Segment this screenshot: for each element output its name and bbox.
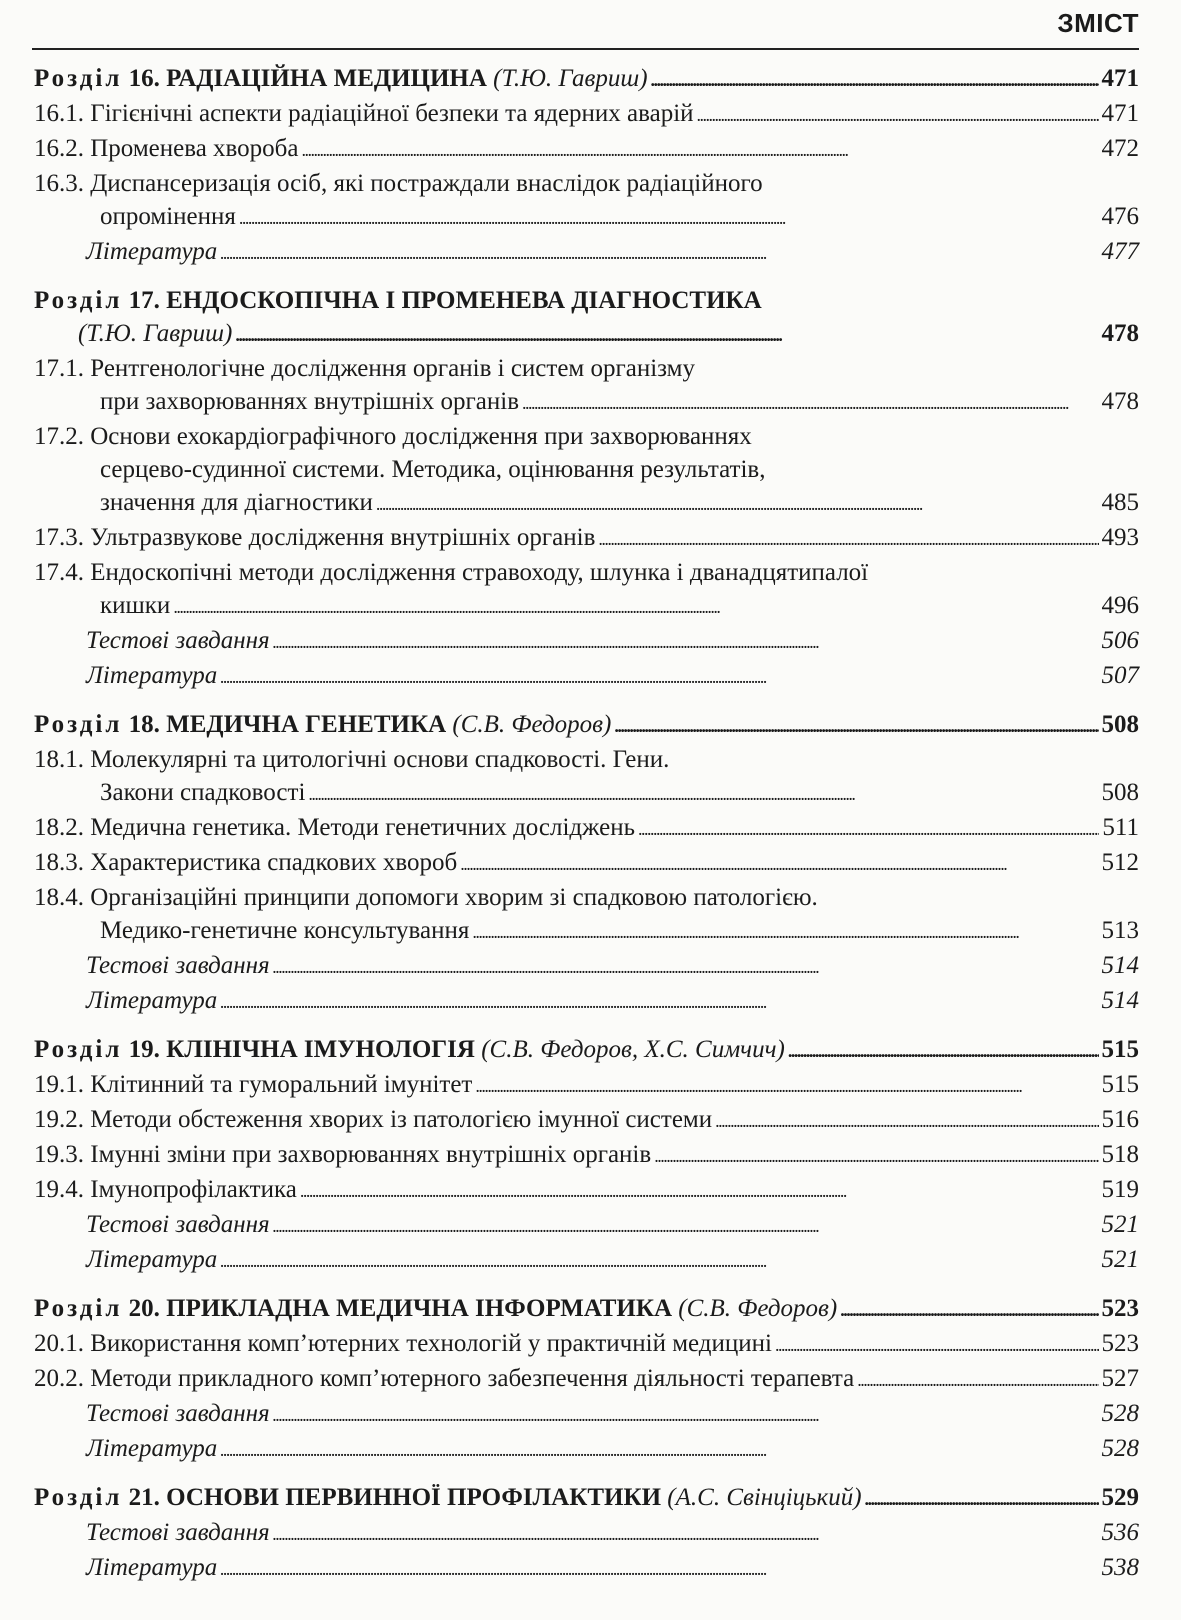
section-number: 17.2. <box>34 423 84 450</box>
chapter-heading[interactable] <box>34 708 1139 743</box>
toc-extra-row[interactable] <box>34 1551 1139 1586</box>
section-number: 16.3. <box>34 170 84 197</box>
section-number: 18.4. <box>34 884 84 911</box>
page-number: 514 <box>1101 987 1139 1014</box>
chapter-word: Розділ <box>34 1484 123 1511</box>
toc-extra-row[interactable] <box>34 659 1139 694</box>
section-title-line: Організаційні принципи допомоги хворим зі спадковою патологією. <box>90 884 818 911</box>
chapter-title: ПРИКЛАДНА МЕДИЧНА ІНФОРМАТИКА <box>166 1295 673 1322</box>
chapter-word: Розділ <box>34 287 123 314</box>
extra-title: Література <box>86 1435 218 1462</box>
chapter-18 <box>34 708 1139 1019</box>
section-number: 17.1. <box>34 355 84 382</box>
dot-leader <box>697 97 1099 132</box>
page-number: 523 <box>1101 1295 1139 1322</box>
dot-leader <box>220 1551 1098 1586</box>
chapter-17 <box>34 284 1139 694</box>
section-number: 16.2. <box>34 135 84 162</box>
section-title: Характеристика спадкових хвороб <box>90 849 458 876</box>
toc-section-multiline[interactable] <box>34 881 1139 949</box>
chapter-word: Розділ <box>34 1295 123 1322</box>
page-number: 485 <box>1101 489 1139 516</box>
chapter-number: 20. <box>128 1295 160 1322</box>
dot-leader <box>460 846 1098 881</box>
chapter-heading[interactable] <box>34 1033 1139 1068</box>
extra-title: Тестові завдання <box>86 627 270 654</box>
section-title: Гігієнічні аспекти радіаційної безпеки та ядерних аварій <box>90 100 694 127</box>
dot-leader <box>475 1068 1098 1103</box>
chapter-word: Розділ <box>34 1036 123 1063</box>
section-title-line: Медико-генетичне консультування <box>100 917 470 944</box>
page-number: 514 <box>1101 952 1139 979</box>
chapter-title: РАДІАЦІЙНА МЕДИЦИНА <box>166 65 487 92</box>
chapter-16 <box>34 62 1139 270</box>
toc-extra-row[interactable] <box>34 1516 1139 1551</box>
toc-section-multiline[interactable] <box>34 167 1139 235</box>
extra-title: Література <box>86 238 218 265</box>
chapter-author: (Т.Ю. Гавриш) <box>78 320 233 347</box>
extra-title: Тестові завдання <box>86 1519 270 1546</box>
chapter-19 <box>34 1033 1139 1278</box>
dot-leader <box>598 521 1098 556</box>
toc-section-row[interactable] <box>34 811 1139 846</box>
toc-section-multiline[interactable] <box>34 743 1139 811</box>
page-number: 493 <box>1101 524 1139 551</box>
page-number: 471 <box>1101 100 1139 127</box>
toc-section-row[interactable] <box>34 521 1139 556</box>
page-number: 476 <box>1101 203 1139 230</box>
page-number: 508 <box>1101 711 1139 738</box>
extra-title: Література <box>86 1554 218 1581</box>
extra-title: Література <box>86 662 218 689</box>
chapter-title: МЕДИЧНА ГЕНЕТИКА <box>166 711 447 738</box>
toc-section-row[interactable] <box>34 97 1139 132</box>
section-title-line: Ендоскопічні методи дослідження стравоходу, шлунка і дванадцятипалої <box>90 559 869 586</box>
dot-leader <box>302 132 1099 167</box>
dot-leader <box>376 486 1099 521</box>
page-number: 516 <box>1101 1106 1139 1133</box>
dot-leader <box>775 1327 1099 1362</box>
section-title: Методи прикладного комп’ютерного забезпечення діяльності терапевта <box>90 1365 855 1392</box>
section-title-line: Молекулярні та цитологічні основи спадковості. Гени. <box>90 746 670 773</box>
toc-section-row[interactable] <box>34 846 1139 881</box>
section-title-line: кишки <box>100 592 171 619</box>
chapter-number: 16. <box>128 65 160 92</box>
toc-section-row[interactable] <box>34 1362 1139 1397</box>
extra-title: Тестові завдання <box>86 1211 270 1238</box>
section-number: 18.3. <box>34 849 84 876</box>
chapter-number: 17. <box>128 287 160 314</box>
dot-leader <box>273 1397 1099 1432</box>
section-title-line: Основи ехокардіографічного дослідження при захворюваннях <box>90 423 752 450</box>
section-number: 16.1. <box>34 100 84 127</box>
dot-leader <box>651 62 1099 97</box>
dot-leader <box>522 385 1098 420</box>
page-number: 515 <box>1101 1036 1139 1063</box>
page-number: 512 <box>1101 849 1139 876</box>
page-number: 536 <box>1101 1519 1139 1546</box>
dot-leader <box>273 1208 1099 1243</box>
page-number: 529 <box>1101 1484 1139 1511</box>
chapter-author: (Т.Ю. Гавриш) <box>493 65 648 92</box>
toc-section-row[interactable] <box>34 1138 1139 1173</box>
toc-section-row[interactable] <box>34 1327 1139 1362</box>
section-title-line: опромінення <box>100 203 236 230</box>
toc-extra-row[interactable] <box>34 949 1139 984</box>
section-title-line: серцево-судинної системи. Методика, оцінювання результатів, <box>100 456 766 483</box>
dot-leader <box>857 1362 1098 1397</box>
chapter-title: КЛІНІЧНА ІМУНОЛОГІЯ <box>166 1036 475 1063</box>
section-number: 20.2. <box>34 1365 84 1392</box>
dot-leader <box>614 708 1098 743</box>
dot-leader <box>273 949 1099 984</box>
page-number: 528 <box>1101 1400 1139 1427</box>
section-title-line: Диспансеризація осіб, які постраждали внаслідок радіаційного <box>90 170 763 197</box>
section-number: 19.3. <box>34 1141 84 1168</box>
chapter-21 <box>34 1481 1139 1586</box>
chapter-20 <box>34 1292 1139 1467</box>
section-number: 18.1. <box>34 746 84 773</box>
chapter-author: (А.С. Свінціцький) <box>667 1484 862 1511</box>
section-number: 17.3. <box>34 524 84 551</box>
section-number: 19.4. <box>34 1176 84 1203</box>
toc-section-multiline[interactable] <box>34 556 1139 624</box>
dot-leader <box>788 1033 1099 1068</box>
page-number: 515 <box>1101 1071 1139 1098</box>
extra-title: Література <box>86 1246 218 1273</box>
page-number: 507 <box>1101 662 1139 689</box>
page-number: 511 <box>1102 814 1139 841</box>
dot-leader <box>220 659 1098 694</box>
page-number: 521 <box>1101 1246 1139 1273</box>
running-header: ЗМІСТ <box>1057 8 1139 38</box>
page-number: 521 <box>1101 1211 1139 1238</box>
section-title: Імунні зміни при захворюваннях внутрішніх органів <box>90 1141 652 1168</box>
section-title: Використання комп’ютерних технологій у практичній медицині <box>90 1330 772 1357</box>
chapter-author: (С.В. Федоров) <box>678 1295 838 1322</box>
toc-section-row[interactable] <box>34 1103 1139 1138</box>
section-title-line: Рентгенологічне дослідження органів і систем організму <box>90 355 695 382</box>
page-number: 478 <box>1101 320 1139 347</box>
page-number: 527 <box>1101 1365 1139 1392</box>
section-title: Ультразвукове дослідження внутрішніх органів <box>90 524 596 551</box>
section-title-line: Закони спадковості <box>100 779 306 806</box>
dot-leader <box>273 1516 1099 1551</box>
chapter-heading[interactable] <box>34 1481 1139 1516</box>
section-number: 17.4. <box>34 559 84 586</box>
table-of-contents <box>34 62 1139 1586</box>
toc-section-multiline[interactable] <box>34 352 1139 420</box>
page-number: 496 <box>1101 592 1139 619</box>
chapter-number: 19. <box>128 1036 160 1063</box>
page-number: 538 <box>1101 1554 1139 1581</box>
chapter-author: (С.В. Федоров) <box>452 711 612 738</box>
section-title: Методи обстеження хворих із патологією імунної системи <box>90 1106 713 1133</box>
toc-section-row[interactable] <box>34 132 1139 167</box>
chapter-heading[interactable] <box>34 62 1139 97</box>
dot-leader <box>308 776 1098 811</box>
dot-leader <box>220 235 1098 270</box>
toc-section-multiline[interactable] <box>34 420 1139 521</box>
dot-leader <box>173 589 1098 624</box>
dot-leader <box>840 1292 1098 1327</box>
page-number: 471 <box>1101 65 1139 92</box>
section-title: Клітинний та гуморальний імунітет <box>90 1071 473 1098</box>
section-number: 18.2. <box>34 814 84 841</box>
dot-leader <box>220 984 1098 1019</box>
page-number: 506 <box>1101 627 1139 654</box>
chapter-number: 18. <box>128 711 160 738</box>
chapter-word: Розділ <box>34 65 123 92</box>
section-title: Медична генетика. Методи генетичних досліджень <box>90 814 635 841</box>
dot-leader <box>715 1103 1098 1138</box>
toc-extra-row[interactable] <box>34 624 1139 659</box>
section-number: 19.1. <box>34 1071 84 1098</box>
dot-leader <box>300 1173 1099 1208</box>
toc-extra-row[interactable] <box>34 1243 1139 1278</box>
chapter-heading[interactable] <box>34 284 1139 352</box>
dot-leader <box>638 811 1099 846</box>
toc-extra-row[interactable] <box>34 1208 1139 1243</box>
section-title: Імунопрофілактика <box>90 1176 297 1203</box>
extra-title: Тестові завдання <box>86 1400 270 1427</box>
dot-leader <box>220 1243 1098 1278</box>
page-number: 472 <box>1101 135 1139 162</box>
chapter-heading[interactable] <box>34 1292 1139 1327</box>
section-number: 19.2. <box>34 1106 84 1133</box>
page-number: 477 <box>1101 238 1139 265</box>
chapter-number: 21. <box>128 1484 160 1511</box>
toc-extra-row[interactable] <box>34 1397 1139 1432</box>
page-number: 523 <box>1101 1330 1139 1357</box>
chapter-title: ЕНДОСКОПІЧНА І ПРОМЕНЕВА ДІАГНОСТИКА <box>166 287 762 314</box>
toc-section-row[interactable] <box>34 1068 1139 1103</box>
extra-title: Тестові завдання <box>86 952 270 979</box>
dot-leader <box>273 624 1099 659</box>
section-title-line: при захворюваннях внутрішніх органів <box>100 388 520 415</box>
dot-leader <box>654 1138 1098 1173</box>
section-title-line: значення для діагностики <box>100 489 373 516</box>
section-number: 20.1. <box>34 1330 84 1357</box>
page-number: 478 <box>1101 388 1139 415</box>
extra-title: Література <box>86 987 218 1014</box>
page-number: 508 <box>1101 779 1139 806</box>
toc-section-row[interactable] <box>34 1173 1139 1208</box>
page-number: 519 <box>1101 1176 1139 1203</box>
dot-leader <box>235 317 1098 352</box>
toc-extra-row[interactable] <box>34 235 1139 270</box>
dot-leader <box>865 1481 1099 1516</box>
toc-extra-row[interactable] <box>34 984 1139 1019</box>
section-title: Променева хвороба <box>90 135 299 162</box>
page-number: 518 <box>1101 1141 1139 1168</box>
chapter-title: ОСНОВИ ПЕРВИННОЇ ПРОФІЛАКТИКИ <box>166 1484 662 1511</box>
toc-extra-row[interactable] <box>34 1432 1139 1467</box>
chapter-author: (С.В. Федоров, Х.С. Симчич) <box>481 1036 785 1063</box>
page-number: 528 <box>1101 1435 1139 1462</box>
chapter-word: Розділ <box>34 711 123 738</box>
dot-leader <box>220 1432 1098 1467</box>
dot-leader <box>472 914 1098 949</box>
header-rule <box>32 48 1139 50</box>
dot-leader <box>239 200 1099 235</box>
page-number: 513 <box>1101 917 1139 944</box>
